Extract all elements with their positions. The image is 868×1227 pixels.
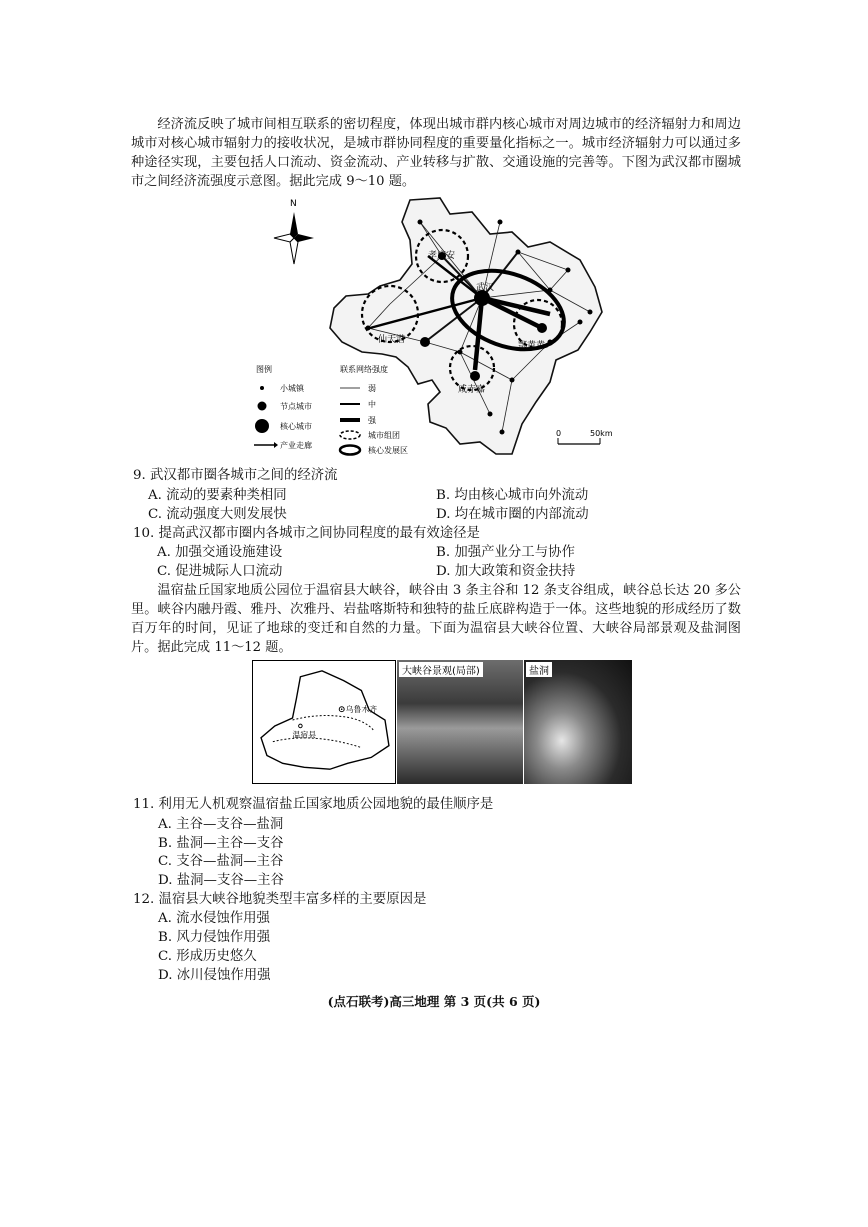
wensu-label: 温宿县	[292, 730, 317, 740]
urumqi-label: 乌鲁木齐	[345, 705, 378, 715]
svg-text:0: 0	[556, 429, 562, 438]
legend-group: 城市组团	[368, 431, 400, 440]
city-label-wuhan: 武汉	[476, 283, 495, 293]
q11-option-d[interactable]: D. 盐洞—支谷—主谷	[158, 873, 284, 888]
q12-option-a[interactable]: A. 流水侵蚀作用强	[158, 911, 270, 926]
map-legend	[254, 364, 408, 455]
q9-option-d[interactable]: D. 均在城市圈的内部流动	[436, 507, 589, 522]
legend-strength-title: 联系网络强度	[340, 365, 388, 374]
q9-option-a[interactable]: A. 流动的要素种类相同	[148, 488, 287, 503]
q11-option-a[interactable]: A. 主谷—支谷—盐洞	[158, 817, 284, 832]
q11-option-c[interactable]: C. 支谷—盐洞—主谷	[158, 854, 284, 869]
city-label-xiaogan: 孝应安	[428, 251, 456, 261]
canyon-photo-label: 大峡谷景观(局部)	[399, 662, 483, 677]
legend-weak: 弱	[368, 384, 376, 393]
city-label-xianchi: 咸赤嘉	[458, 385, 486, 395]
legend-strong: 强	[368, 416, 376, 425]
question-12-stem: 12. 温宿县大峡谷地貌类型丰富多样的主要原因是	[133, 892, 427, 907]
xinjiang-location-map	[252, 660, 396, 784]
q12-option-c[interactable]: C. 形成历史悠久	[158, 949, 257, 964]
wensu-figure	[252, 660, 632, 784]
compass-icon	[274, 212, 314, 264]
q10-option-a[interactable]: A. 加强交通设施建设	[157, 545, 283, 560]
legend-title: 图例	[256, 365, 272, 374]
scale-bar	[556, 429, 613, 444]
legend-medium: 中	[368, 400, 376, 409]
q12-option-b[interactable]: B. 风力侵蚀作用强	[158, 930, 271, 945]
legend-node: 节点城市	[280, 402, 312, 411]
q9-option-b[interactable]: B. 均由核心城市向外流动	[436, 488, 589, 503]
svg-text:50km: 50km	[590, 429, 613, 438]
north-label: N	[290, 199, 297, 209]
q11-option-b[interactable]: B. 盐洞—主谷—支谷	[158, 836, 284, 851]
salt-cave-photo-label: 盐洞	[526, 662, 552, 677]
canyon-photo	[397, 660, 523, 784]
salt-cave-photo	[524, 660, 632, 784]
q9-option-c[interactable]: C. 流动强度大则发展快	[148, 507, 287, 522]
legend-core-zone: 核心发展区	[368, 446, 408, 455]
q10-option-d[interactable]: D. 加大政策和资金扶持	[436, 564, 576, 579]
question-11-stem: 11. 利用无人机观察温宿盐丘国家地质公园地貌的最佳顺序是	[133, 797, 494, 812]
q10-option-b[interactable]: B. 加强产业分工与协作	[436, 545, 575, 560]
legend-core: 核心城市	[280, 422, 312, 431]
question-10-stem: 10. 提高武汉都市圈内各城市之间协同程度的最有效途径是	[133, 526, 480, 541]
city-label-ehuanghuang: 鄂黄黄	[518, 341, 546, 351]
question-9-stem: 9. 武汉都市圈各城市之间的经济流	[133, 468, 338, 483]
city-label-xiantianqian: 仙天潜	[378, 335, 406, 345]
page-footer: (点石联考)高三地理 第 3 页(共 6 页)	[327, 994, 541, 1009]
legend-town: 小城镇	[280, 384, 304, 393]
q12-option-d[interactable]: D. 冰川侵蚀作用强	[158, 968, 271, 983]
legend-corridor: 产业走廊	[280, 441, 312, 450]
passage-1: 经济流反映了城市间相互联系的密切程度，体现出城市群内核心城市对周边城市的经济辐射力和周边城市对核心城市辐射力的接收状况，是城市群协同程度的重要量化指标之一。城市经济辐射力可以通过多种途径实现，主要包括人口流动、资金流动、产业转移与扩散、交通设施的完善等。下图为武汉都市圈城市之间经济流强度示意图。据此完成 9～10 题。	[131, 117, 741, 189]
passage-2: 温宿盐丘国家地质公园位于温宿县大峡谷，峡谷由 3 条主谷和 12 条支谷组成，峡谷总长达 20 多公里。峡谷内融丹霞、雅丹、次雅丹、岩盐喀斯特和独特的盐丘底辟构造于一体。这些地貌的形成经历了数百万年的时间，见证了地球的变迁和自然的力量。下面为温宿县大峡谷位置、大峡谷局部景观及盐洞图片。据此完成 11～12 题。	[131, 583, 741, 655]
q10-option-c[interactable]: C. 促进城际人口流动	[157, 564, 283, 579]
wuhan-economic-flow-map	[250, 192, 620, 460]
